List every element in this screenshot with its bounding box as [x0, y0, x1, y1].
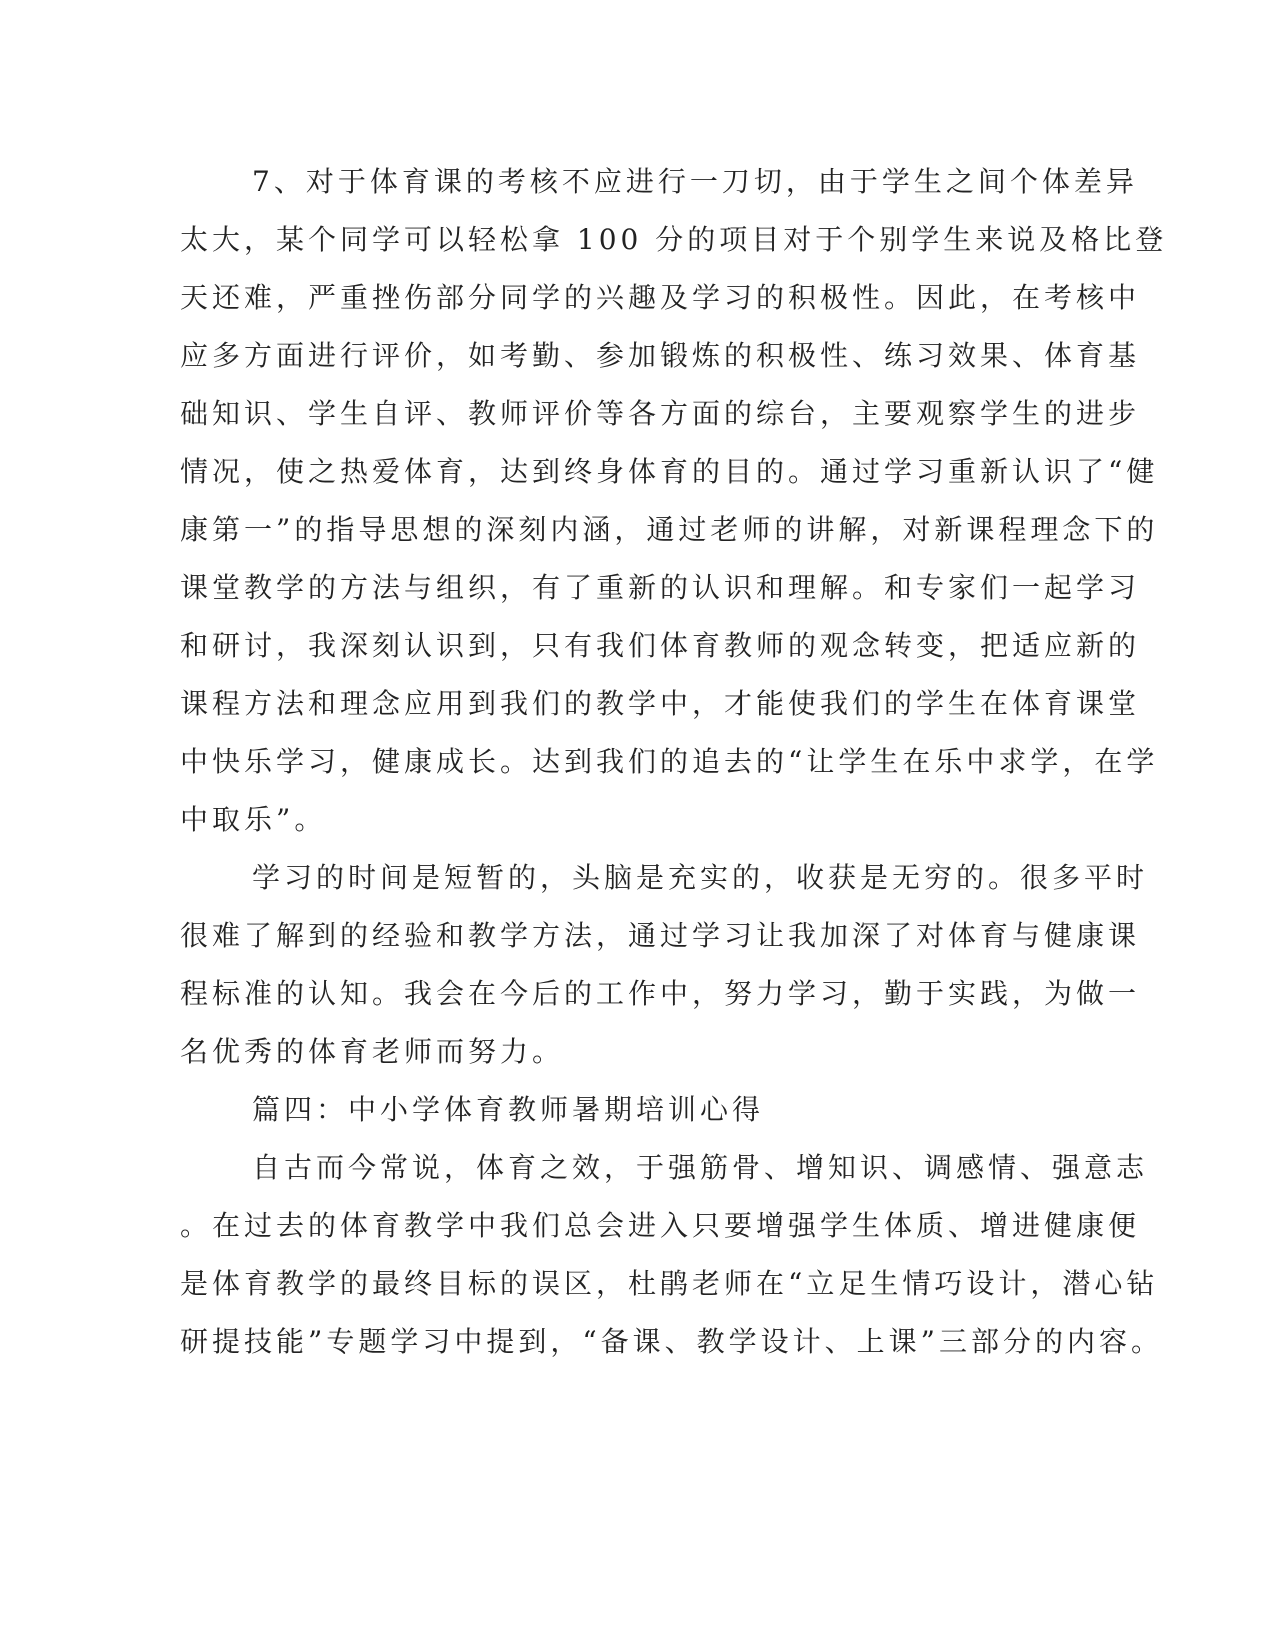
- paragraph-line: 情况，使之热爱体育，达到终身体育的目的。通过学习重新认识了“健: [180, 455, 1159, 488]
- paragraph-line: 很难了解到的经验和教学方法，通过学习让我加深了对体育与健康课: [180, 919, 1141, 952]
- paragraph-line: 太大，某个同学可以轻松拿 100 分的项目对于个别学生来说及格比登: [180, 223, 1168, 256]
- paragraph-line: 自古而今常说，体育之效，于强筋骨、增知识、调感情、强意志: [252, 1151, 1149, 1184]
- paragraph-line: 研提技能”专题学习中提到，“备课、教学设计、上课”三部分的内容。: [180, 1325, 1163, 1358]
- paragraph-line: 程标准的认知。我会在今后的工作中，努力学习，勤于实践，为做一: [180, 977, 1141, 1010]
- paragraph-line: 学习的时间是短暂的，头脑是充实的，收获是无穷的。很多平时: [252, 861, 1149, 894]
- paragraph-line: 课堂教学的方法与组织，有了重新的认识和理解。和专家们一起学习: [180, 571, 1141, 604]
- paragraph-line: 础知识、学生自评、教师评价等各方面的综台，主要观察学生的进步: [180, 397, 1141, 430]
- paragraph-line: 是体育教学的最终目标的误区，杜鹃老师在“立足生情巧设计，潜心钻: [180, 1267, 1159, 1300]
- section-heading: 篇四：中小学体育教师暑期培训心得: [252, 1093, 765, 1126]
- paragraph-line: 。在过去的体育教学中我们总会进入只要增强学生体质、增进健康便: [180, 1209, 1141, 1242]
- paragraph-line: 中取乐”。: [180, 803, 327, 836]
- paragraph-line: 应多方面进行评价，如考勤、参加锻炼的积极性、练习效果、体育基: [180, 339, 1141, 372]
- paragraph-line: 课程方法和理念应用到我们的教学中，才能使我们的学生在体育课堂: [180, 687, 1141, 720]
- paragraph-line: 和研讨，我深刻认识到，只有我们体育教师的观念转变，把适应新的: [180, 629, 1141, 662]
- paragraph-line: 名优秀的体育老师而努力。: [180, 1035, 565, 1068]
- paragraph-line: 康第一”的指导思想的深刻内涵，通过老师的讲解，对新课程理念下的: [180, 513, 1159, 546]
- paragraph-line: 中快乐学习，健康成长。达到我们的追去的“让学生在乐中求学，在学: [180, 745, 1159, 778]
- paragraph-line: 7、对于体育课的考核不应进行一刀切，由于学生之间个体差异: [252, 165, 1138, 198]
- paragraph-line: 天还难，严重挫伤部分同学的兴趣及学习的积极性。因此，在考核中: [180, 281, 1141, 314]
